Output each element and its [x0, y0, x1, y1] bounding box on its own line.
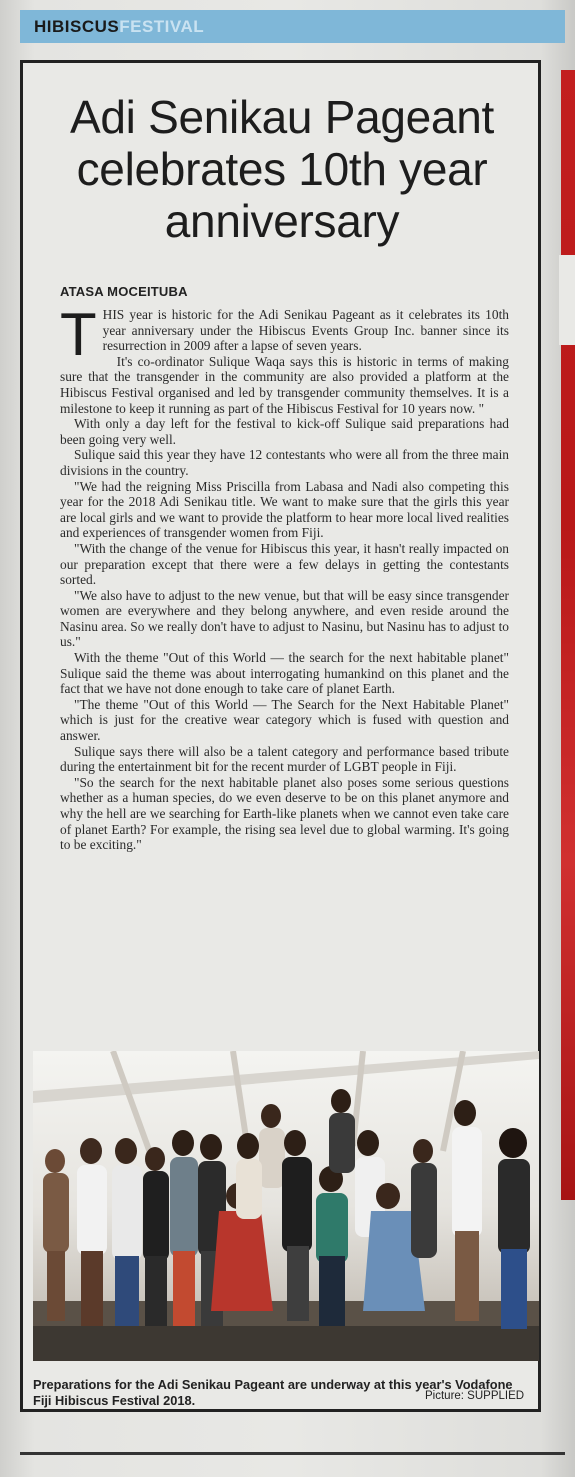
body-paragraph: "So the search for the next habitable planet also poses some serious questions whether as a human species, do we even deserve to be on this planet anymore and why the hell are we searching for Earth-like planets when we cannot even take care of planet Earth? For example, the rising sea level due to global warming. It's going to be exciting."	[60, 774, 509, 853]
lead-paragraph-text: HIS year is historic for the Adi Senikau Pageant as it celebrates its 10th year anniversary under the Hibiscus Events Group Inc. banner since its resurrection in 2009 after a lapse of seven years.	[102, 307, 509, 354]
body-paragraph: It's co-ordinator Sulique Waqa says this is historic in terms of making sure that the transgender in the community are also provided a platform at the Hibiscus Festival organised and led by transgender community themselves. It is a milestone to keep it running as part of the Hibiscus Festival for 10 years now. "	[60, 353, 509, 416]
group-photo-illustration	[33, 1051, 539, 1361]
drop-cap: T	[60, 301, 97, 368]
section-header-bar	[20, 10, 565, 43]
body-paragraph: Sulique says there will also be a talent category and performance based tribute during the entertainment bit for the recent murder of LGBT people in Fiji.	[60, 743, 509, 775]
headline	[32, 92, 532, 248]
headline-line-1: Adi Senikau Pageant	[70, 91, 494, 143]
byline: ATASA MOCEITUBA	[60, 284, 188, 299]
body-paragraph: "With the change of the venue for Hibiscus this year, it hasn't really impacted on our preparation except that there were a few delays in getting the contestants sorted.	[60, 540, 509, 588]
photo-caption: Preparations for the Adi Senikau Pageant are underway at this year's Vodafone Fiji Hibiscus Festival 2018.	[33, 1377, 513, 1408]
section-label-sub: FESTIVAL	[119, 16, 205, 36]
body-paragraph: "The theme "Out of this World — The Search for the Next Habitable Planet" which is just for the creative wear category which is fused with question and answer.	[60, 696, 509, 744]
body-paragraph: "We had the reigning Miss Priscilla from Labasa and Nadi also competing this year for the 2018 Adi Senikau title. We want to make sure that the girls this year are local girls and we want to provide the platform to hear more local lived realities and experiences of transgender women from Fiji.	[60, 478, 509, 541]
section-label-main: HIBISCUS	[34, 16, 120, 36]
body-paragraph: Sulique said this year they have 12 contestants who were all from the three main divisions in the country.	[60, 447, 509, 478]
headline-line-3: anniversary	[164, 194, 400, 247]
photo-credit: Picture: SUPPLIED	[425, 1390, 525, 1402]
body-paragraph: With the theme "Out of this World — the search for the next habitable planet" Sulique said the theme was about interrogating humankind on this planet and the fact that we have not done enough to take care of planet Earth.	[60, 650, 509, 697]
lead-paragraph	[60, 301, 509, 368]
body-paragraph: With only a day left for the festival to kick-off Sulique said preparations had been going very well.	[60, 416, 509, 447]
group-photo	[33, 1051, 539, 1361]
adjacent-page-gap	[559, 255, 575, 345]
headline-line-2: celebrates 10th year	[76, 142, 488, 195]
article-body	[60, 301, 509, 853]
body-paragraph: "We also have to adjust to the new venue, but that will be easy since transgender women are everywhere and they belong anywhere, and even reside around the Nasinu area. So we really don't have to adjust to Nasinu, but Nasinu has to adjust to us."	[60, 587, 509, 650]
bottom-rule	[20, 1452, 565, 1455]
adjacent-page-red-edge	[561, 70, 575, 1200]
